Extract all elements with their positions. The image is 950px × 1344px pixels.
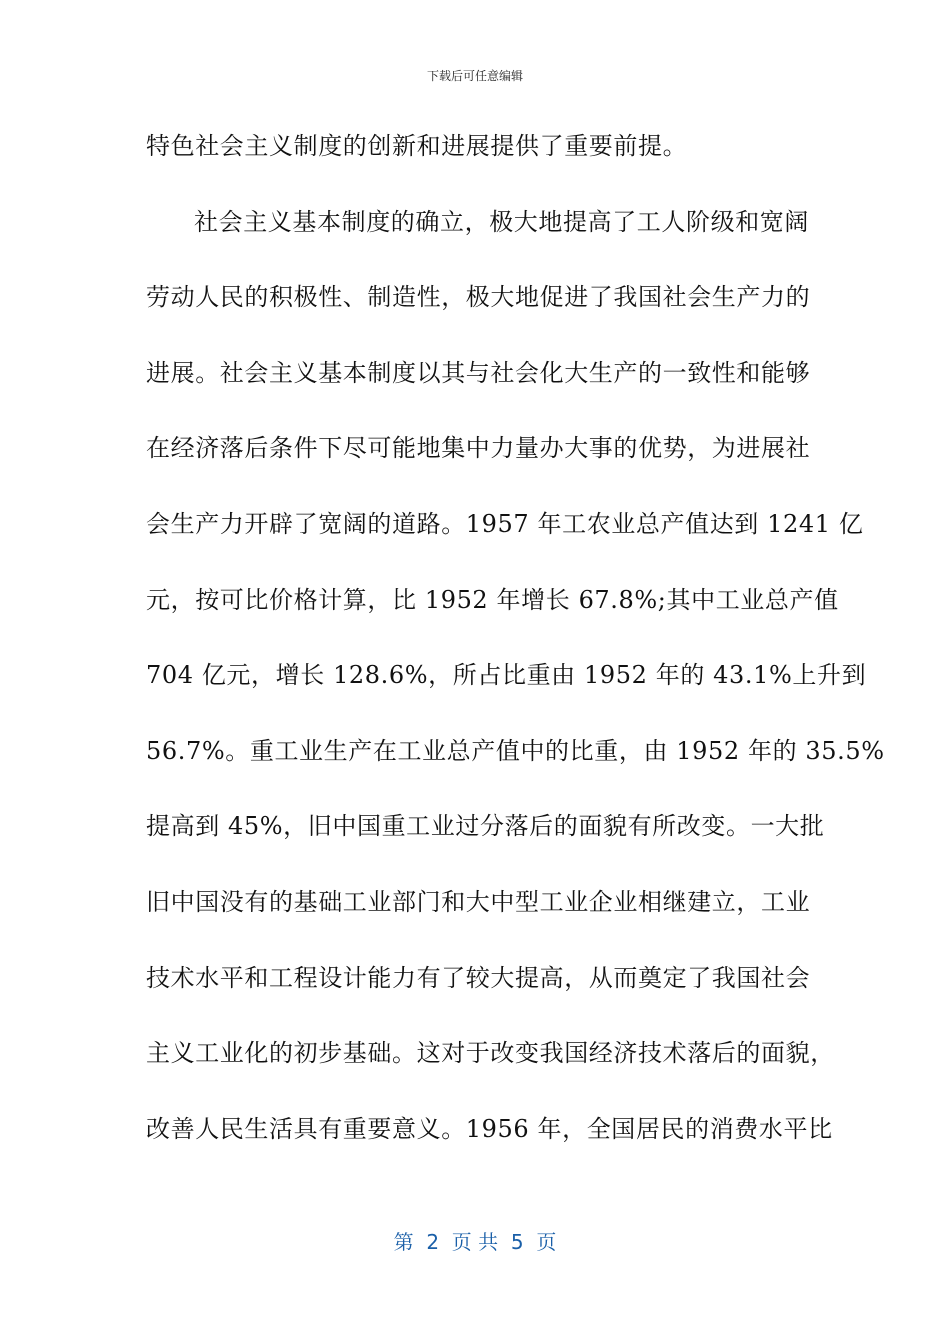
body-line: 社会主义基本制度的确立，极大地提高了工人阶级和宽阔 <box>194 207 809 236</box>
page-number-footer: 第 2 页 共 5 页 <box>393 1230 557 1254</box>
header-note: 下载后可任意编辑 <box>426 69 523 83</box>
body-line: 进展。社会主义基本制度以其与社会化大生产的一致性和能够 <box>146 358 811 387</box>
body-line: 特色社会主义制度的创新和进展提供了重要前提。 <box>146 132 688 160</box>
body-line: 劳动人民的积极性、制造性，极大地促进了我国社会生产力的 <box>146 283 811 312</box>
body-line: 在经济落后条件下尽可能地集中力量办大事的优势，为进展社 <box>146 434 811 463</box>
body-line: 56.7%。重工业生产在工业总产值中的比重，由 1952 年的 35.5% <box>146 736 885 765</box>
body-line: 会生产力开辟了宽阔的道路。1957 年工农业总产值达到 1241 亿 <box>146 509 864 538</box>
body-line: 提高到 45%，旧中国重工业过分落后的面貌有所改变。一大批 <box>146 812 825 841</box>
body-line: 改善人民生活具有重要意义。1956 年，全国居民的消费水平比 <box>146 1114 833 1143</box>
body-line: 704 亿元，增长 128.6%，所占比重由 1952 年的 43.1%上升到 <box>146 661 867 690</box>
body-line: 主义工业化的初步基础。这对于改变我国经济技术落后的面貌， <box>146 1039 835 1068</box>
body-line: 元，按可比价格计算，比 1952 年增长 67.8%;其中工业总产值 <box>146 585 839 614</box>
body-line: 旧中国没有的基础工业部门和大中型工业企业相继建立，工业 <box>146 887 811 916</box>
body-line: 技术水平和工程设计能力有了较大提高，从而奠定了我国社会 <box>146 963 811 992</box>
document-body <box>146 128 885 1186</box>
